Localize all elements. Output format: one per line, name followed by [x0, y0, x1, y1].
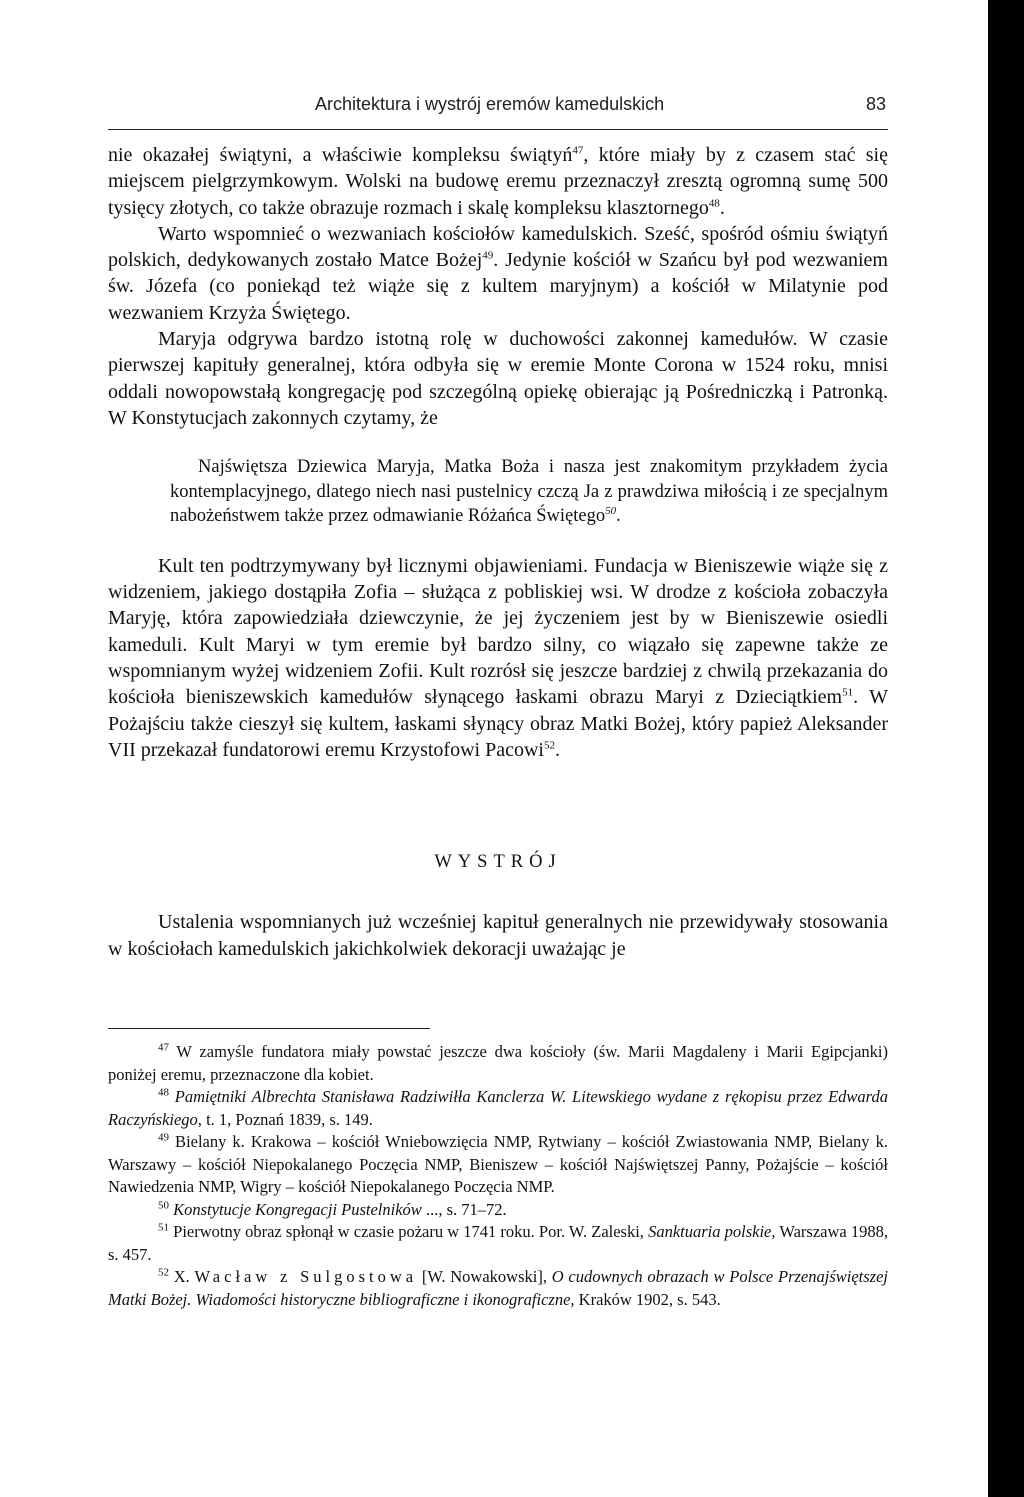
footnote-50 [108, 1199, 888, 1222]
footnote-ref-49[interactable]: 49 [482, 249, 494, 262]
paragraph-5 [108, 909, 888, 962]
footnote-rule [108, 1028, 430, 1029]
scan-edge [988, 0, 1024, 1497]
footnote-48 [108, 1086, 888, 1131]
paragraph-1 [108, 142, 888, 221]
footnote-text: Bielany k. Krakowa – kościół Wniebowzięcia NMP, Rytwiany – kościół Zwiastowania NMP, Bielany k. Warszawy – kościół Niepokalanego Poczęcia NMP, Bieniszew – kościół Najświętszej Panny, Pożajście – kościół Nawiedzenia NMP, Wigry – kościół Niepokalanego Poczęcia NMP. [108, 1132, 888, 1196]
page-number: 83 [865, 94, 886, 114]
footnote-ref-47[interactable]: 47 [572, 144, 584, 157]
text-span: Maryja odgrywa bardzo istotną rolę w duchowości zakonnej kamedułów. W czasie pierwszej kapituły generalnej, która odbyła się w eremie Monte Corona w 1524 roku, mnisi oddali nowopowstałą kongregację pod szczególną opiekę obierając ją Pośredniczką i Patronką. W Konstytucjach zakonnych czytamy, że [108, 328, 888, 429]
footnotes [108, 1041, 888, 1311]
footnote-text: [W. Nowakowski], [417, 1267, 552, 1286]
footnote-51 [108, 1221, 888, 1266]
text-span: , które miały by z czasem stać się miejscem pielgrzymkowym. Wolski na budowę eremu przeznaczył zresztą ogromną sumę 500 tysięcy złotych, co także obrazuje rozmach i skalę kompleksu klasztornego [108, 144, 888, 219]
footnote-number: 47 [158, 1041, 169, 1054]
footnote-title: Konstytucje Kongregacji Pustelników [169, 1199, 422, 1219]
paragraph-3 [108, 326, 888, 431]
footnote-text: W zamyśle fundatora miały powstać jeszcze dwa kościoły (św. Marii Magdaleny i Marii Egipcjanki) poniżej eremu, przeznaczone dla kobiet. [108, 1042, 888, 1084]
text-span: Najświętsza Dziewica Maryja, Matka Boża i nasza jest znakomitym przykładem życia kontemplacyjnego, dlatego niech nasi pustelnicy czczą Ja z prawdziwa miłością i ze specjalnym nabożeństwem także przez odmawianie Różańca Świętego [170, 457, 888, 527]
running-header [108, 94, 886, 120]
footnote-title: Pamiętniki Albrechta Stanisława Radziwiłła Kanclerza W. Litewskiego wydane z rękopisu przez Edwarda Raczyńskiego, [108, 1087, 888, 1129]
text-span: Ustalenia wspomnianych już wcześniej kapituł generalnych nie przewidywały stosowania w kościołach kamedulskich jakichkolwiek dekoracji uważając je [108, 911, 888, 960]
footnote-author: Wacław z Sulgostowa [194, 1267, 418, 1286]
text-span: nie okazałej świątyni, a właściwie kompleksu świątyń [108, 144, 573, 166]
footnote-title: O cudownych obrazach w Polsce Przenajświętszej Matki Bożej. Wiadomości historyczne bibliograficzne i ikonograficzne, [108, 1267, 888, 1309]
footnote-ref-52[interactable]: 52 [543, 739, 555, 752]
footnote-number: 50 [158, 1199, 169, 1211]
footnote-52 [108, 1266, 888, 1311]
text-span: Warto wspomnieć o wezwaniach kościołów kamedulskich. Sześć, spośród ośmiu świątyń polskich, dedykowanych zostało Matce Bożej [108, 222, 888, 272]
footnote-title: Sanktuaria polskie, [648, 1222, 776, 1241]
footnote-ref-50[interactable] [605, 505, 616, 517]
text-span: . [616, 506, 621, 527]
text-span: Kult ten podtrzymywany był licznymi objawieniami. Fundacja w Bieniszewie wiąże się z widzeniem, jakiego dostąpiła Zofia – służąca z pobliskiej wsi. W drodze z kościoła zobaczyła Maryję, która zapowiedziała dziewczynie, że jej życzeniem jest by w Bieniszewie osiedli kameduli. Kult Maryi w tym eremie był bardzo silny, co wiązało się zapewne także ze wspomnianym wyżej widzeniem Zofii. Kult rozrósł się jeszcze bardziej z chwilą przekazania do kościoła bieniszewskich kamedułów słynącego łaskami obrazu Maryi z Dzieciątkiem [108, 554, 888, 709]
paragraph-2 [108, 221, 888, 326]
footnote-47 [108, 1041, 888, 1086]
text-span: . [719, 196, 725, 219]
text-span: . W Pożajściu także cieszył się kultem, łaskami słynący obraz Matki Bożej, który papież Aleksander VII przekazał fundatorowi eremu Krzystofowi Pacowi [108, 686, 888, 761]
footnote-ref-48[interactable]: 48 [708, 196, 720, 209]
footnote-text: Kraków 1902, s. 543. [574, 1289, 721, 1309]
footnote-text: ..., s. 71–72. [421, 1199, 507, 1219]
main-text [108, 142, 888, 962]
text-span: . [554, 738, 560, 761]
footnote-number: 48 [158, 1086, 169, 1099]
text-span: . Jedynie kościół w Szańcu był pod wezwaniem św. Józefa (co poniekąd też wiąże się z kultem maryjnym) a kościół w Milatynie pod wezwaniem Krzyża Świętego. [108, 249, 888, 324]
footnote-ref-51[interactable]: 51 [842, 686, 854, 699]
footnote-text: t. 1, Poznań 1839, s. 149. [201, 1109, 373, 1129]
footnote-number: 51 [158, 1221, 169, 1234]
block-quote [170, 455, 888, 529]
footnote-number: 49 [158, 1131, 169, 1144]
footnote-ref-50-number: 50 [605, 505, 617, 518]
footnote-text: X. [169, 1267, 195, 1286]
section-heading: WYSTRÓJ [434, 852, 562, 873]
running-title: Architektura i wystrój eremów kamedulskich [315, 94, 665, 114]
footnote-text: Pierwotny obraz spłonął w czasie pożaru w 1741 roku. Por. W. Zaleski, [169, 1222, 649, 1241]
header-rule [108, 129, 888, 130]
footnote-49 [108, 1131, 888, 1199]
paragraph-4 [108, 553, 888, 763]
footnote-number: 52 [158, 1266, 169, 1279]
footnote-text: Warszawa 1988, s. 457. [108, 1222, 888, 1264]
